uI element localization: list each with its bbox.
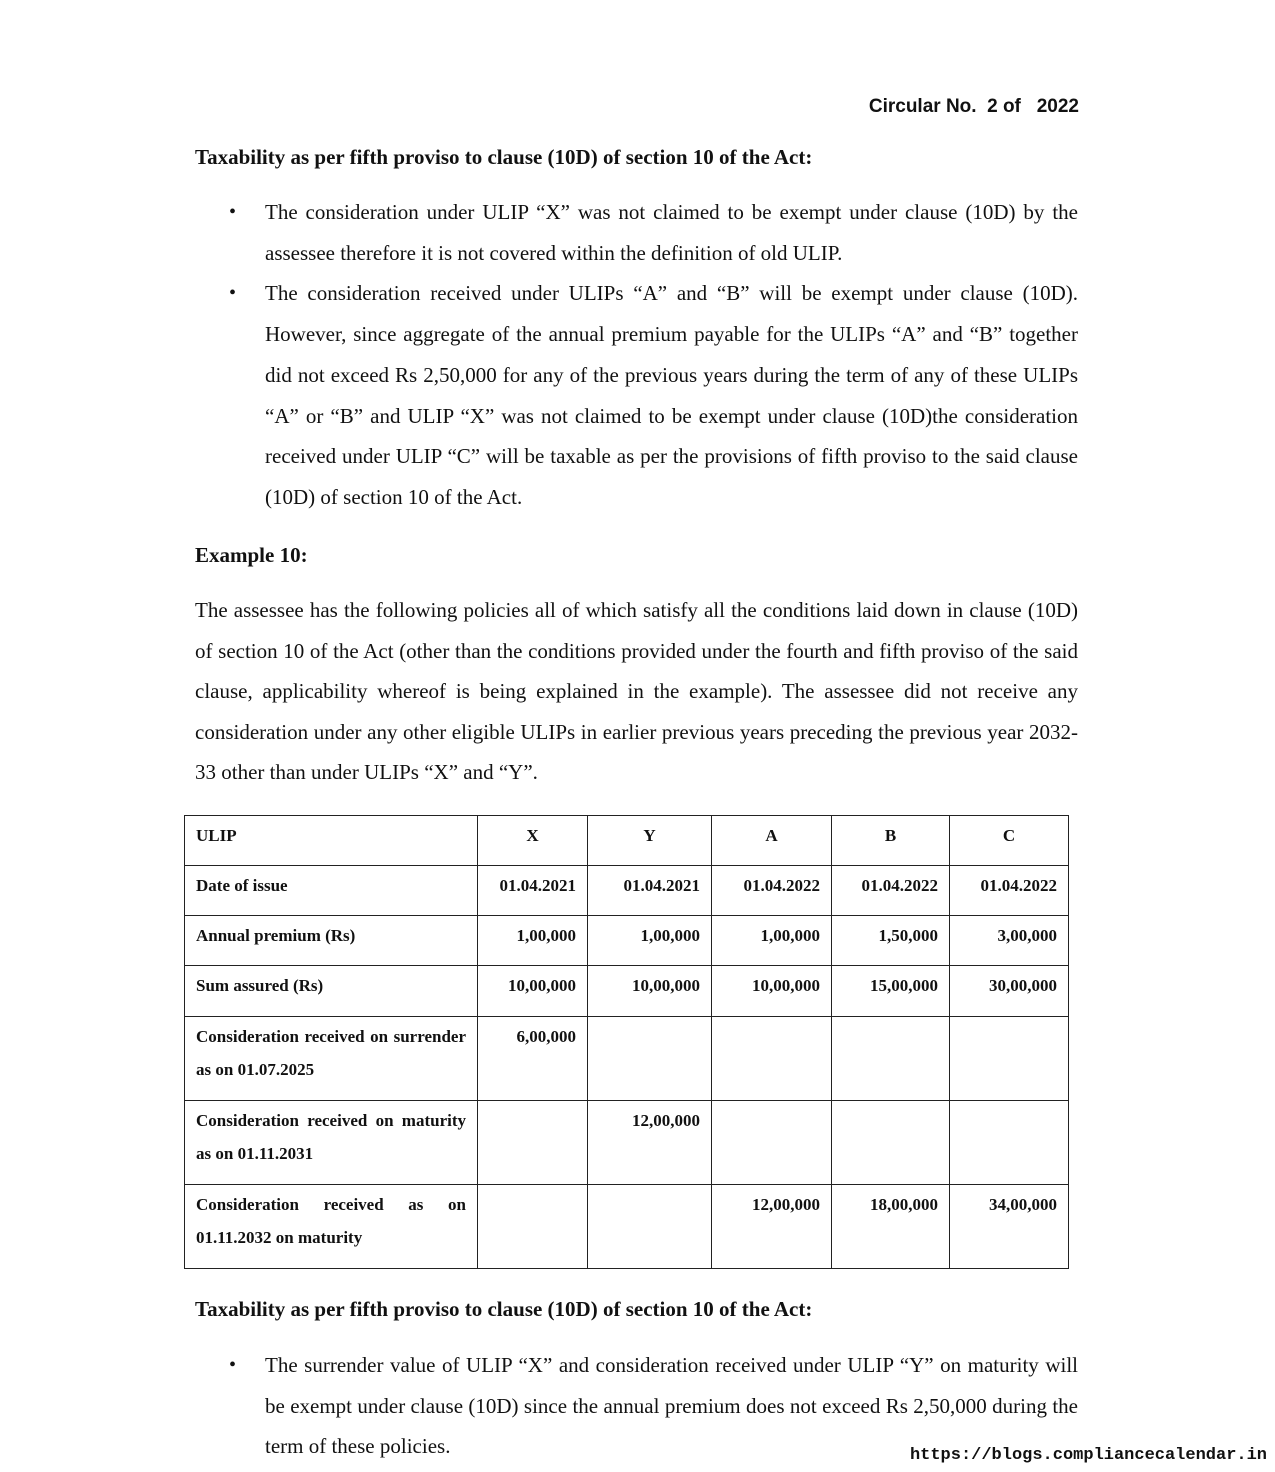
table-row: [185, 966, 1069, 1017]
table-row: [185, 866, 1069, 916]
table-cell: [478, 1101, 588, 1185]
table-cell: 6,00,000: [478, 1017, 588, 1101]
bullet-item: [229, 273, 1078, 517]
table-cell: 1,50,000: [832, 916, 950, 966]
table-cell: 15,00,000: [832, 966, 950, 1017]
table-cell: Annual premium (Rs): [185, 916, 478, 966]
bullet-list: [229, 192, 1078, 518]
table-cell: 01.04.2021: [588, 866, 712, 916]
bullet-icon: •: [229, 1354, 237, 1376]
table-cell: Sum assured (Rs): [185, 966, 478, 1017]
table-cell: 18,00,000: [832, 1185, 950, 1269]
table-cell: Date of issue: [185, 866, 478, 916]
table-cell: Consideration received on maturity as on 01.11.2031: [185, 1101, 478, 1185]
bullet-text: The consideration under ULIP “X” was not claimed to be exempt under clause (10D) by the assessee therefore it is not covered within the definition of old ULIP.: [265, 200, 1078, 265]
bullet-icon: •: [229, 282, 237, 305]
table-cell: [588, 1017, 712, 1101]
table-cell: 01.04.2021: [478, 866, 588, 916]
table-header-cell: C: [950, 816, 1069, 866]
footer-url: https://blogs.compliancecalendar.in: [909, 1446, 1267, 1465]
table-header-cell: X: [478, 816, 588, 866]
table-cell: 10,00,000: [712, 966, 832, 1017]
table-cell: 01.04.2022: [712, 866, 832, 916]
table-cell: [712, 1017, 832, 1101]
table-cell: 3,00,000: [950, 916, 1069, 966]
table-cell: [832, 1017, 950, 1101]
table-cell: [950, 1101, 1069, 1185]
table-cell: 1,00,000: [478, 916, 588, 966]
table-cell: 12,00,000: [588, 1101, 712, 1185]
table-cell: 12,00,000: [712, 1185, 832, 1269]
table-cell: 1,00,000: [712, 916, 832, 966]
table-cell: 1,00,000: [588, 916, 712, 966]
table-cell: 10,00,000: [588, 966, 712, 1017]
table-cell: [832, 1101, 950, 1185]
table-cell: [712, 1101, 832, 1185]
table-cell: [478, 1185, 588, 1269]
table-cell: 10,00,000: [478, 966, 588, 1017]
bullet-item: [229, 192, 1078, 273]
table-cell: Consideration received as on 01.11.2032 on maturity: [185, 1185, 478, 1269]
table-row: [185, 1101, 1069, 1185]
table-cell: [588, 1185, 712, 1269]
bullet-text: The consideration received under ULIPs “A” and “B” will be exempt under clause (10D). However, since aggregate of the annual premium payable for the ULIPs “A” and “B” together did not exceed Rs 2,50,000 for any of the previous years during the term of any of these ULIPs “A” or “B” and ULIP “X” was not claimed to be exempt under clause (10D)the consideration received under ULIP “C” will be taxable as per the provisions of fifth proviso to the said clause (10D) of section 10 of the Act.: [265, 281, 1078, 509]
ulip-table: [184, 815, 1069, 1269]
table-header-cell: Y: [588, 816, 712, 866]
table-row: [185, 1185, 1069, 1269]
table-cell: Consideration received on surrender as on 01.07.2025: [185, 1017, 478, 1101]
table-cell: 01.04.2022: [832, 866, 950, 916]
table-cell: [950, 1017, 1069, 1101]
example-paragraph: The assessee has the following policies all of which satisfy all the conditions laid down in clause (10D) of section 10 of the Act (other than the conditions provided under the fourth and fifth proviso of the said clause, applicability whereof is being explained in the example). The assessee did not receive any consideration under any other eligible ULIPs in earlier previous years preceding the previous year 2032-33 other than under ULIPs “X” and “Y”.: [195, 598, 1078, 784]
circular-number: Circular No. 2 of 2022: [868, 96, 1079, 117]
table-cell: 30,00,000: [950, 966, 1069, 1017]
section-heading: Taxability as per fifth proviso to clause (10D) of section 10 of the Act:: [195, 145, 813, 169]
table-cell: 01.04.2022: [950, 866, 1069, 916]
table-header-row: [185, 816, 1069, 866]
table-header-cell: B: [832, 816, 950, 866]
table-row: [185, 1017, 1069, 1101]
example-heading: Example 10:: [195, 543, 308, 567]
section-heading: Taxability as per fifth proviso to clause (10D) of section 10 of the Act:: [195, 1297, 813, 1321]
table-row: [185, 916, 1069, 966]
bullet-text: The surrender value of ULIP “X” and consideration received under ULIP “Y” on maturity will be exempt under clause (10D) since the annual premium does not exceed Rs 2,50,000 during the term of these policies.: [265, 1353, 1078, 1459]
bullet-icon: •: [229, 201, 237, 223]
table-header-cell: A: [712, 816, 832, 866]
table-cell: 34,00,000: [950, 1185, 1069, 1269]
table-header-cell: ULIP: [185, 816, 478, 866]
